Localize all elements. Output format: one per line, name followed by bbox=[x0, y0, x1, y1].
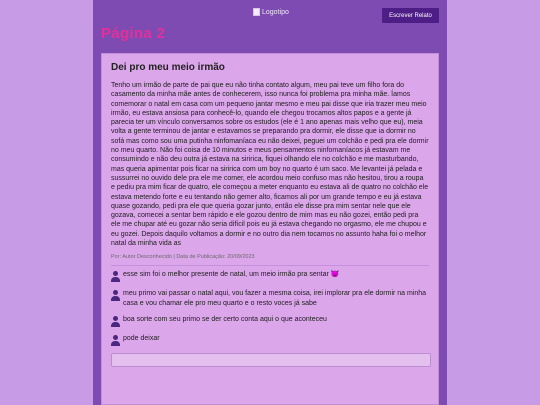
user-icon bbox=[111, 316, 120, 327]
comment-text: esse sim foi o melhor presente de natal, um meio irmão pra sentar 😈 bbox=[123, 271, 340, 279]
page-container bbox=[93, 0, 447, 405]
page-title: Página 2 bbox=[101, 25, 166, 42]
logo[interactable] bbox=[253, 8, 289, 16]
comment-text: pode deixar bbox=[123, 335, 160, 343]
comments-list bbox=[111, 270, 429, 367]
comment-item bbox=[111, 315, 429, 327]
comment-item bbox=[111, 334, 429, 346]
comment-input[interactable] bbox=[111, 353, 431, 367]
comment-item bbox=[111, 270, 429, 282]
user-icon bbox=[111, 290, 120, 301]
broken-image-icon bbox=[253, 8, 260, 16]
comment-text: meu primo vai passar o natal aqui, vou fazer a mesma coisa, irei implorar pra ele dormir na minha casa e vou chamar ele pro meu quarto e o resto voces já sabe bbox=[123, 290, 427, 307]
story-title: Dei pro meu meio irmão bbox=[111, 62, 225, 73]
user-icon bbox=[111, 335, 120, 346]
story-meta: Por: Autor Desconhecido | Data de Publicação: 20/09/2023 bbox=[111, 254, 255, 261]
comment-item bbox=[111, 289, 429, 308]
header bbox=[93, 0, 447, 46]
divider bbox=[111, 265, 429, 266]
user-icon bbox=[111, 271, 120, 282]
logo-alt-text: Logotipo bbox=[262, 8, 289, 16]
comment-text: boa sorte com seu primo se der certo conta aqui o que aconteceu bbox=[123, 316, 327, 324]
write-story-button[interactable]: Escrever Relato bbox=[382, 8, 439, 23]
story-card bbox=[101, 53, 439, 405]
story-body: Tenho um irmão de parte de pai que eu não tinha contato algum, meu pai teve um filho fora do casamento da minha mãe antes de conhecerem, isso nunca foi problema pra minha mãe. Íamos comemorar o natal em casa com um pequeno jantar mesmo e meu pai disse que iria trazer meu meio irmão, eu estava ansiosa para conhecê-lo, quando ele chegou trocamos altos papos e a gente já parecia ter um vínculo conversamos sobre os estudos (ele é 1 ano apenas mais velho que eu), meia volta a gente terminou de jantar e estavamos se preparando pra dormir, ele disse que ia dormir no sofá mas como sou uma putinha ninfomaníaca eu não deixei, peguei um colchão e pedi pra ele dormir no meu quarto. Não foi coisa de 10 minutos e meus pensamentos ninfomaníacos já estavam me consumindo e não deu outra já estava na siririca, fiquei olhando ele no colchão e me masturbando, mas queria apimentar pois ficar na siririca com um boy no quarto é um saco. Me levantei já pelada e sussurrei no ouvido dele pra ele me comer, ele acordou meio confuso mas não hesitou, tirou a roupa e pediu pra mim ficar de quatro, ele começou a meter enquanto eu estava ali de quatro no colchão ele estava metendo forte e eu tentando não gemer alto, ficamos ali por um grande tempo e eu já estava quase gozando, pedi pra ele que queria gozar junto, então ele disse pra mim sentar nele que ele gozava, comecei a sentar bem rápido e ele gozou dentro de mim mas eu não gozei, então pedi pra ele me chupar até eu gozar não seria difícil pois eu já estava chegando no orgasmo, ele me chupou e eu gozei. Depois daquilo voltamos a dormir e no outro dia nem tocamos no assunto haha foi o melhor natal da minha vida as bbox=[111, 82, 429, 248]
